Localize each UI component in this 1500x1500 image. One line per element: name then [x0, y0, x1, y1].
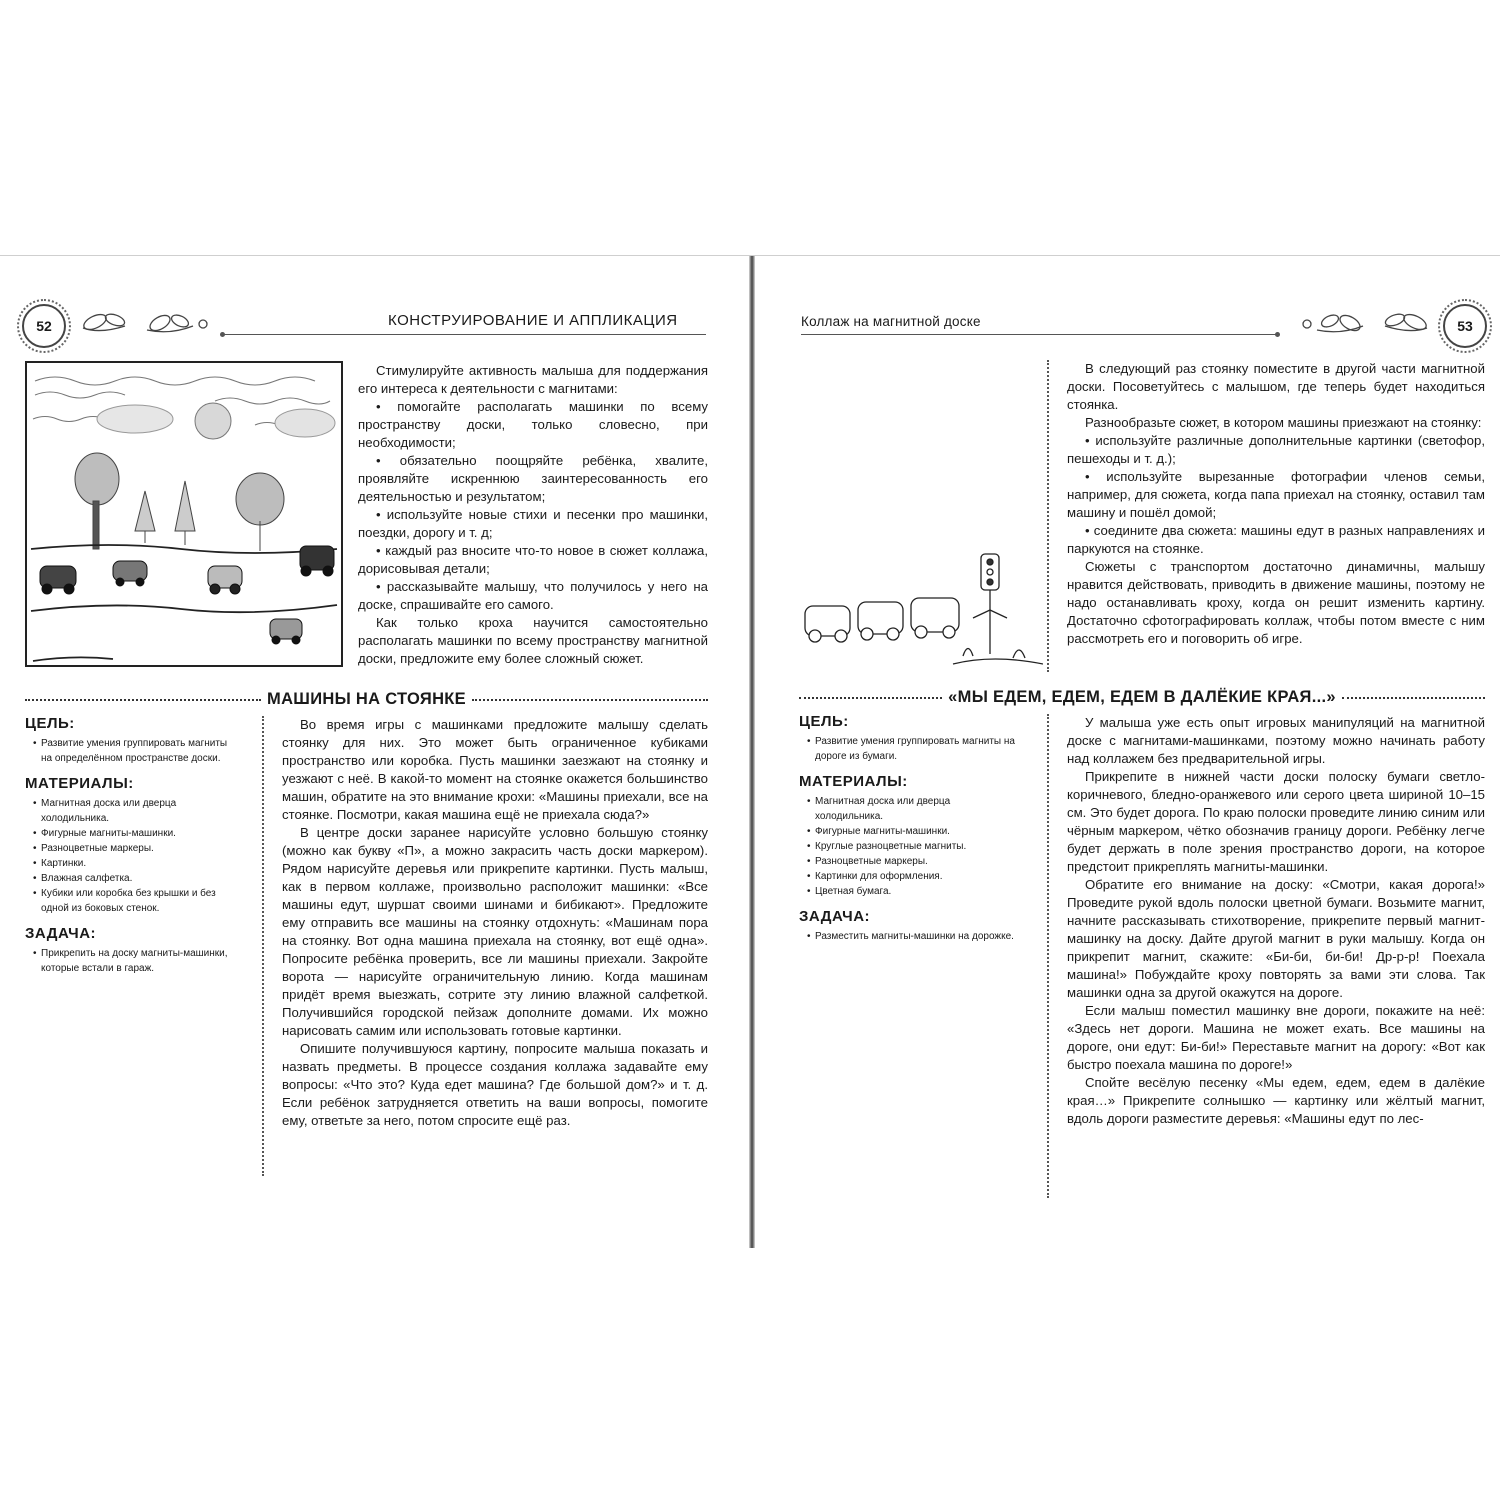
materials-heading: МАТЕРИАЛЫ:: [25, 775, 134, 792]
page-number: 52: [36, 318, 52, 334]
leaf-ornament-icon: [75, 308, 215, 338]
list-item: • Прикрепить на доску магниты-машинки, которые встали в гараж.: [35, 946, 240, 976]
paragraph: Разнообразьте сюжет, в котором машины приезжают на стоянку:: [1085, 415, 1482, 430]
paragraph: Опишите получившуюся картину, попросите малыша показать и назвать предметы. В процессе создания коллажа задавайте ему вопросы: «Что это? Куда едет машина? Где большой дом?» и т. д. Если ребёнок затрудняется ответить на ваши вопросы, помогите ему, ответьте за него, потом спросите ещё раз.: [282, 1041, 708, 1128]
list-item: • Фигурные магниты-машинки.: [35, 826, 240, 841]
right-intro-text: [1067, 360, 1485, 648]
paragraph: Как только кроха научится самостоятельно располагать машинки по всему пространству магнитной доски, предложите ему более сложный сюжет.: [358, 615, 708, 666]
paragraph: Во время игры с машинками предложите малышу сделать стоянку для них. Это может быть ограниченное кубиками пространство или коробка. Пусть машинки заезжают на стоянку и уезжают с неё. В какой-то момент на стоянке окажется большинство машин, обратите на это внимание крохи: «Машины приехали, все на стоянке. Посмотри, какая машина ещё не приехала сюда?»: [282, 717, 708, 822]
bullet-paragraph: • помогайте располагать машинки по всему пространству доски, только словесно, при необходимости;: [358, 399, 708, 450]
goal-heading: ЦЕЛЬ:: [25, 715, 75, 732]
goal-list: [25, 736, 240, 766]
running-head: Коллаж на магнитной доске: [801, 314, 981, 329]
paragraph: В центре доски заранее нарисуйте условно большую стоянку (можно как букву «П», а можно закрасить часть доски маркером). Рядом нарисуйте деревья или прикрепите картинки. Пусть малыш, как в первом коллаже, произвольно расположит машинки: «Все машины едут, шуршат своими шинами и бибикают». Предложите ему отправить все машины на стоянку отдохнуть: «Машинам пора на стоянку. Вот одна машина приехала на стоянку, вот ещё одна». Попросите ребёнка проверить, все ли машины приехали. Закройте ворота — нарисуйте ограничительную линию. Когда машинам придёт время выезжать, сотрите эту линию влажной салфеткой. Получившийся городской пейзаж дополните домами. Их можно нарисовать самим или использовать готовые картинки.: [282, 825, 708, 1038]
paragraph: Спойте весёлую песенку «Мы едем, едем, едем в далёкие края…» Прикрепите солнышко — картинку или жёлтый магнит, вдоль дороги разместите деревья: «Машины едут по лес-: [1067, 1075, 1485, 1126]
bullet-paragraph: • используйте различные дополнительные картинки (светофор, пешеходы и т. д.);: [1067, 433, 1485, 466]
header-rule: [801, 334, 1277, 335]
paragraph: Сюжеты с транспортом достаточно динамичны, малышу нравится действовать, приводить в движение машины, поэтому не надо останавливать кроху, когда он решит изменить картину. Достаточно сфотографировать коллаж, чтобы потом вместе с ним рассмотреть его и поговорить об игре.: [1067, 559, 1485, 646]
list-item: • Кубики или коробка без крышки и без одной из боковых стенок.: [35, 886, 240, 916]
header-rule: [224, 334, 706, 335]
bullet-paragraph: • обязательно поощряйте ребёнка, хвалите, проявляйте искреннюю заинтересованность его деятельностью и результатом;: [358, 453, 708, 504]
section-title-bar: [799, 686, 1485, 708]
left-sidebar: [25, 714, 240, 984]
list-item: • Магнитная доска или дверца холодильника.: [35, 796, 240, 826]
bullet-paragraph: • используйте новые стихи и песенки про машинки, поездки, дорогу и т. д;: [358, 507, 708, 540]
parked-cars-illustration: [803, 546, 1043, 676]
right-body-text: [1067, 714, 1485, 1128]
paragraph: Если малыш поместил машинку вне дороги, покажите на неё: «Здесь нет дороги. Машина не может ехать. Все машины на дороге, они едут: Би-би!» Переставьте магнит на дорогу: «Вот как быстро поехала машина по дороге!»: [1067, 1003, 1485, 1072]
list-item: • Магнитная доска или дверца холодильника.: [809, 794, 1019, 824]
right-sidebar: [799, 712, 1019, 952]
list-item: • Круглые разноцветные магниты.: [809, 839, 1019, 854]
list-item: • Картинки для оформления.: [809, 869, 1019, 884]
list-item: • Цветная бумага.: [809, 884, 1019, 899]
paragraph: У малыша уже есть опыт игровых манипуляций на магнитной доске с магнитами-машинками, поэтому можно начинать работу над коллажем без предварительной игры.: [1067, 715, 1485, 766]
page-number-badge: [1443, 304, 1487, 348]
list-item: • Влажная салфетка.: [35, 871, 240, 886]
list-item: • Разместить магниты-машинки на дорожке.: [809, 929, 1019, 944]
paragraph: Стимулируйте активность малыша для поддержания его интереса к деятельности с магнитами:: [358, 363, 708, 396]
leaf-ornament-icon: [1295, 308, 1435, 338]
dotted-rule: [799, 697, 942, 699]
left-intro-text: [358, 362, 708, 668]
dotted-rule: [1342, 697, 1485, 699]
task-heading: ЗАДАЧА:: [799, 908, 871, 925]
section-title: «МЫ ЕДЕМ, ЕДЕМ, ЕДЕМ В ДАЛЁКИЕ КРАЯ...»: [948, 687, 1336, 706]
paragraph: Обратите его внимание на доску: «Смотри, какая дорога!» Проведите рукой вдоль полоски цветной бумаги. Возьмите магнит, начните рассказывать стихотворение, прикрепите первый магнит-машинку на доску. Дайте другой магнит в руки малышу. Когда он прикрепит магнит, скажите: «Би-би, би-би! Др-р-р! Поехала машина!» Побуждайте кроху повторять за вами эти слова. Так машинки одна за другой окажутся на дороге.: [1067, 877, 1485, 1000]
page-number: 53: [1457, 318, 1473, 334]
paragraph: В следующий раз стоянку поместите в другой части магнитной доски. Посоветуйтесь с малышом, где теперь будет находиться стоянка.: [1067, 361, 1485, 412]
list-item: • Разноцветные маркеры.: [809, 854, 1019, 869]
column-separator: [262, 716, 264, 1176]
task-heading: ЗАДАЧА:: [25, 925, 97, 942]
materials-list: [799, 794, 1019, 899]
paragraph: Прикрепите в нижней части доски полоску бумаги светло-коричневого, бледно-оранжевого или серого цвета шириной 10–15 см. Это будет дорога. По краю полоски проведите линию синим или чёрным маркером, чётко обозначив границу дороги. Ребёнку легче будет держать в поле зрения пространство дороги, на которое предстоит прикреплять магниты-машинки.: [1067, 769, 1485, 874]
left-page: [0, 256, 749, 1248]
task-list: [25, 946, 240, 976]
list-item: • Развитие умения группировать магниты на определённом пространстве доски.: [35, 736, 240, 766]
bullet-paragraph: • каждый раз вносите что-то новое в сюжет коллажа, дорисовывая детали;: [358, 543, 708, 576]
section-title-bar: [25, 688, 708, 710]
bullet-paragraph: • соедините два сюжета: машины едут в разных направлениях и паркуются на стоянке.: [1067, 523, 1485, 556]
list-item: • Развитие умения группировать магниты на дороге из бумаги.: [809, 734, 1019, 764]
header-rule-dot: [220, 332, 225, 337]
dotted-rule: [25, 699, 261, 701]
header-rule-dot: [1275, 332, 1280, 337]
dotted-rule: [472, 699, 708, 701]
task-list: [799, 929, 1019, 944]
goal-list: [799, 734, 1019, 764]
list-item: • Фигурные магниты-машинки.: [809, 824, 1019, 839]
page-number-badge: [22, 304, 66, 348]
magnetic-board-illustration: [25, 361, 343, 667]
right-page: [755, 256, 1500, 1248]
section-title: МАШИНЫ НА СТОЯНКЕ: [267, 689, 466, 708]
running-head: КОНСТРУИРОВАНИЕ И АППЛИКАЦИЯ: [388, 312, 678, 329]
bullet-paragraph: • используйте вырезанные фотографии членов семьи, например, для сюжета, когда папа приехал на стоянку, оставил там машину и пошёл домой;: [1067, 469, 1485, 520]
list-item: • Картинки.: [35, 856, 240, 871]
list-item: • Разноцветные маркеры.: [35, 841, 240, 856]
column-separator: [1047, 714, 1049, 1198]
book-spread: [0, 255, 1500, 1248]
column-separator: [1047, 360, 1049, 672]
materials-list: [25, 796, 240, 916]
bullet-paragraph: • рассказывайте малышу, что получилось у него на доске, спрашивайте его самого.: [358, 579, 708, 612]
left-body-text: [282, 716, 708, 1130]
materials-heading: МАТЕРИАЛЫ:: [799, 773, 908, 790]
goal-heading: ЦЕЛЬ:: [799, 713, 849, 730]
